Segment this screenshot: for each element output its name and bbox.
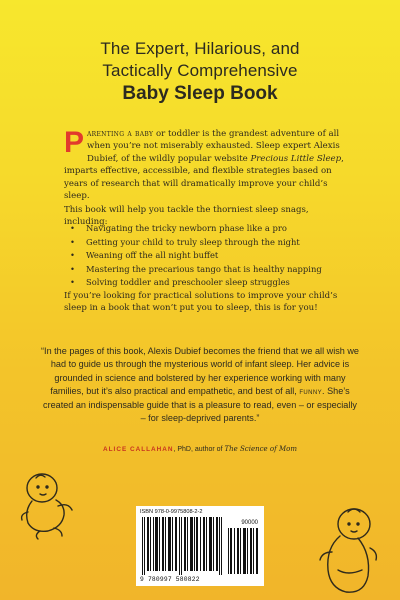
- quote-text-a: “In the pages of this book, Alexis Dubief becomes the friend that we all wish we had to guide us through the mysterious world of infant sleep. Her advice is grounded in science and bolstered by her experience working with many families, but it’s also practical and empathetic, and best of all,: [41, 346, 359, 397]
- barcode: [136, 506, 264, 586]
- barcode-bars-icon: [140, 517, 224, 575]
- intro-text-a: or toddler is the grandest adventure of all when you’re not miserably exhausted. Sleep expert Alexis Dubief, of the wildly popular website: [87, 129, 340, 164]
- feature-list: [70, 222, 340, 290]
- list-item: • Solving toddler and preschooler sleep struggles: [70, 276, 340, 290]
- list-item: • Weaning off the all night buffet: [70, 249, 340, 263]
- list-item: • Getting your child to truly sleep through the night: [70, 236, 340, 250]
- testimonial-quote: [40, 345, 360, 425]
- bullets-intro: This book will help you tackle the thorniest sleep snags, including:: [64, 205, 309, 227]
- intro-paragraph: [64, 128, 344, 202]
- list-item: • Navigating the tricky newborn phase like a pro: [70, 222, 340, 236]
- headline-line-1: The Expert, Hilarious, and: [100, 39, 300, 58]
- quote-text-b: . She’s created an indispensable guide that is a pleasure to read, even – or especially – for sleep-deprived parents.”: [43, 386, 357, 424]
- website-name: Precious Little Sleep: [250, 153, 342, 164]
- price-bars-icon: [228, 528, 260, 574]
- headline: [0, 38, 400, 106]
- intro-smallcaps: arenting a baby: [87, 129, 154, 139]
- price-code: 90000: [241, 520, 258, 526]
- credit-book-title: The Science of Mom: [224, 445, 297, 453]
- isbn-label: ISBN 978-0-9975808-2-2: [140, 509, 203, 515]
- baby-illustration-right-icon: [292, 500, 382, 600]
- headline-line-2: Tactically Comprehensive: [102, 61, 298, 80]
- list-item: • Mastering the precarious tango that is healthy napping: [70, 263, 340, 277]
- headline-line-3: Baby Sleep Book: [122, 83, 278, 104]
- quote-funny: funny: [299, 386, 323, 397]
- credit-name: ALICE CALLAHAN: [103, 446, 174, 453]
- intro-text-b: , imparts effective, accessible, and flexible strategies based on years of research that will dramatically improve your child’s sleep.: [64, 153, 344, 202]
- barcode-digits: 9 780997 580822: [140, 576, 200, 583]
- credit-mid: , PhD, author of: [173, 446, 225, 453]
- closing-paragraph: If you’re looking for practical solutions to improve your child’s sleep in a book that won’t put you to sleep, this is for you!: [64, 291, 338, 314]
- drop-cap: P: [64, 126, 85, 159]
- testimonial-credit: [40, 445, 360, 453]
- baby-illustration-left-icon: [18, 468, 88, 540]
